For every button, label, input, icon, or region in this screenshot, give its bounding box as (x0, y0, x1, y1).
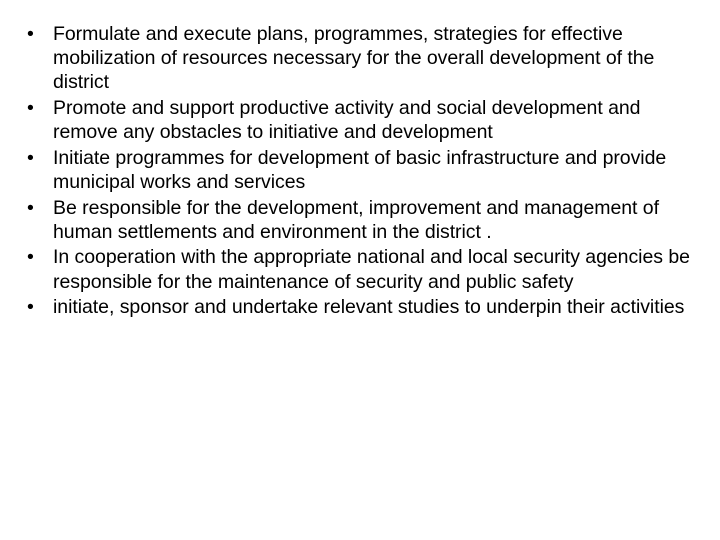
bullet-text: initiate, sponsor and undertake relevant studies to underpin their activities (53, 296, 685, 319)
bullet-text: Formulate and execute plans, programmes, strategies for effective mobilization of resources necessary for the overall development of the district (53, 23, 655, 94)
bullet-item (26, 146, 698, 194)
bullet-list (26, 22, 698, 321)
bullet-text: Initiate programmes for development of basic infrastructure and provide municipal works and services (53, 146, 667, 193)
bullet-icon: • (27, 296, 34, 319)
bullet-icon: • (27, 196, 34, 219)
bullet-item (26, 245, 698, 293)
bullet-icon: • (27, 97, 34, 119)
bullet-item (26, 295, 698, 319)
bullet-item (26, 96, 698, 144)
bullet-item (26, 22, 698, 95)
bullet-icon: • (27, 146, 34, 169)
bullet-icon: • (27, 23, 34, 45)
bullet-text: Be responsible for the development, improvement and management of human settlements and environment in the district . (53, 196, 659, 243)
bullet-text: In cooperation with the appropriate national and local security agencies be responsible for the maintenance of security and public safety (53, 246, 690, 293)
bullet-item (26, 196, 698, 244)
bullet-text: Promote and support productive activity and social development and remove any obstacles to initiative and development (53, 97, 641, 144)
bullet-icon: • (27, 246, 34, 269)
